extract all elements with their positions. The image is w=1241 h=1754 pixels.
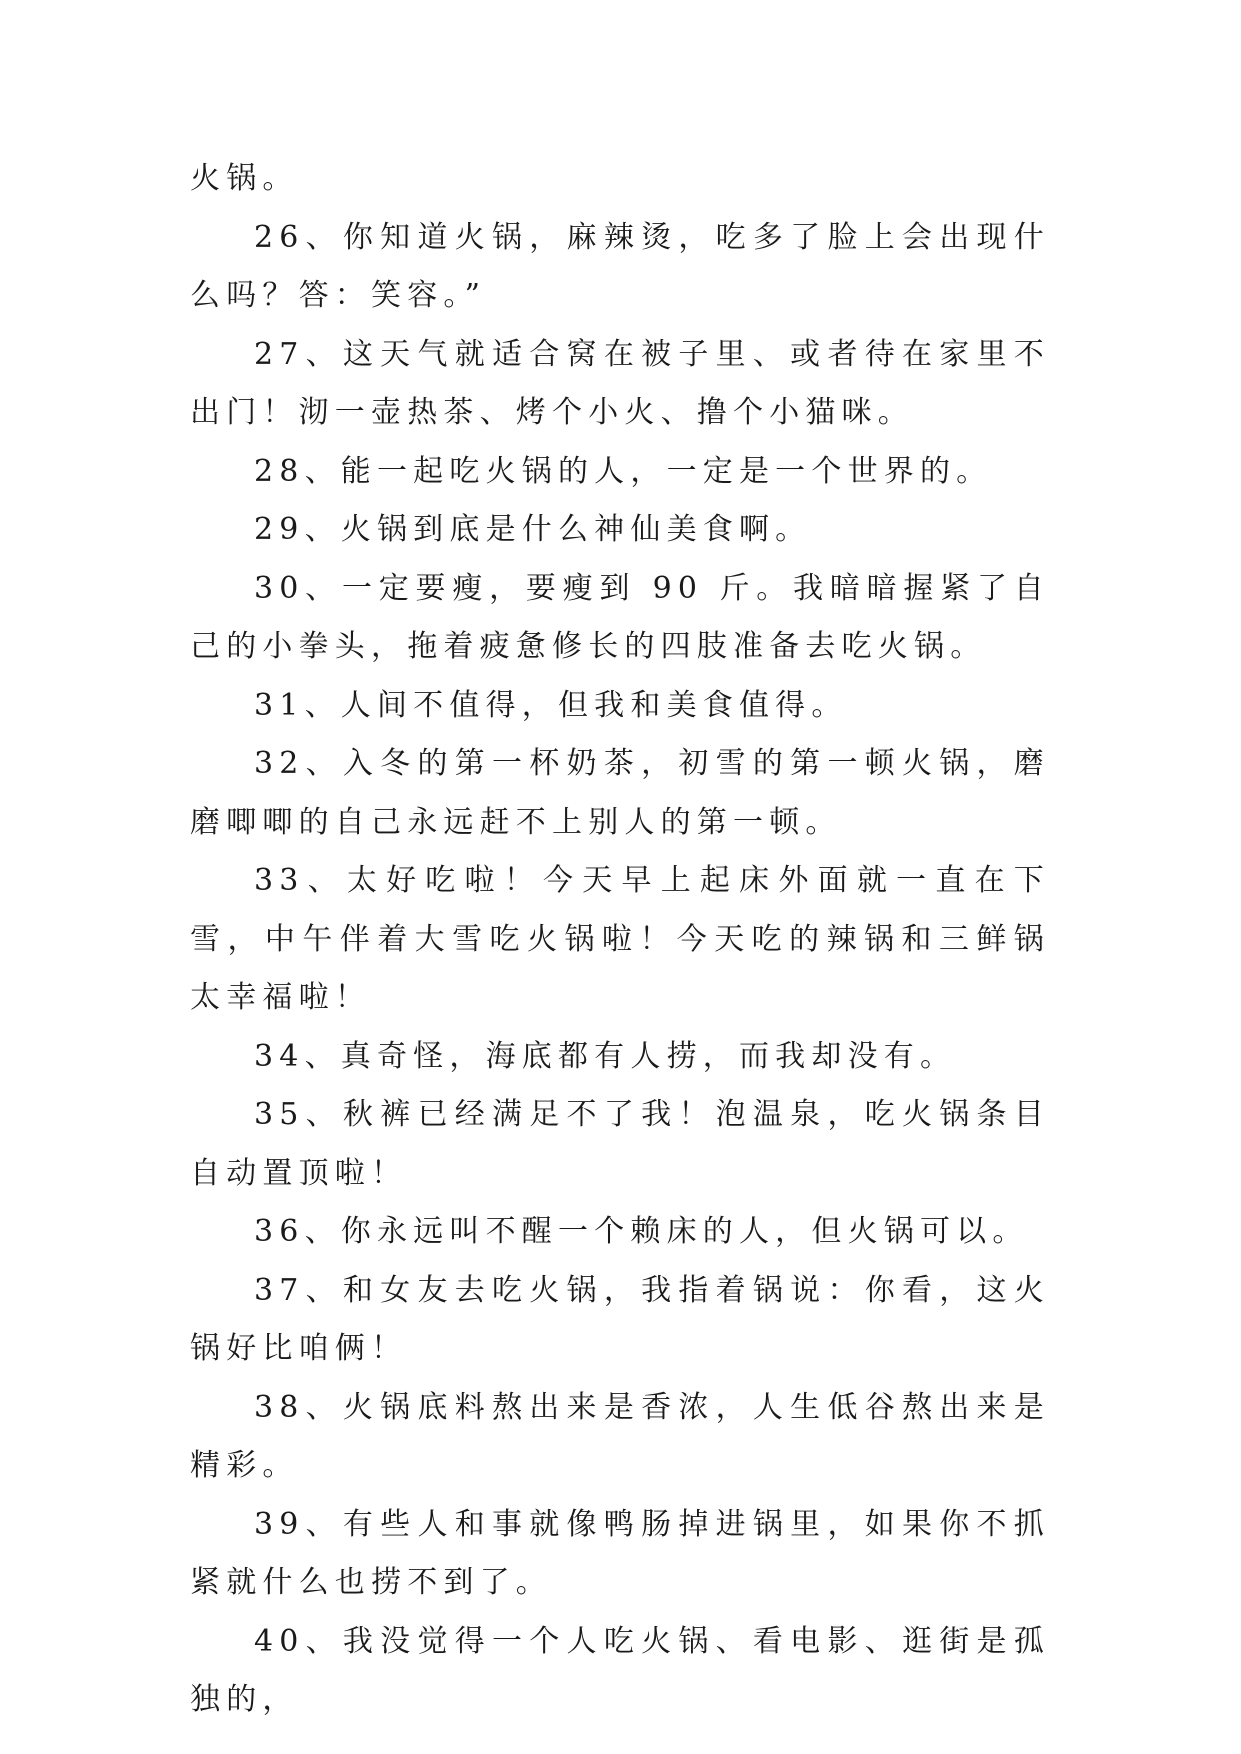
paragraph-item-26: 26、你知道火锅，麻辣烫，吃多了脸上会出现什么吗？答：笑容。” [190,219,1050,313]
paragraph-item-31: 31、人间不值得，但我和美食值得。 [254,687,848,723]
document-body [190,150,1050,1730]
paragraph-item-40: 40、我没觉得一个人吃火锅、看电影、逛街是孤独的， [190,1623,1050,1717]
paragraph-item-30: 30、一定要瘦，要瘦到 90 斤。我暗暗握紧了自己的小拳头，拖着疲惫修长的四肢准备去吃火锅。 [190,570,1050,664]
paragraph-item-39: 39、有些人和事就像鸭肠掉进锅里，如果你不抓紧就什么也捞不到了。 [190,1506,1050,1600]
paragraph-item-28: 28、能一起吃火锅的人，一定是一个世界的。 [254,453,993,489]
paragraph-item-32: 32、入冬的第一杯奶茶，初雪的第一顿火锅，磨磨唧唧的自己永远赶不上别人的第一顿。 [190,746,1050,840]
paragraph-item-36: 36、你永远叫不醒一个赖床的人，但火锅可以。 [254,1214,1029,1249]
paragraph-item-34: 34、真奇怪，海底都有人捞，而我却没有。 [254,1038,957,1074]
paragraph-item-35: 35、秋裤已经满足不了我！泡温泉，吃火锅条目自动置顶啦！ [190,1097,1050,1191]
paragraph-item-38: 38、火锅底料熬出来是香浓，人生低谷熬出来是精彩。 [190,1389,1050,1483]
paragraph-item-29: 29、火锅到底是什么神仙美食啊。 [254,512,812,547]
paragraph-item-27: 27、这天气就适合窝在被子里、或者待在家里不出门！沏一壶热茶、烤个小火、撸个小猫咪。 [190,336,1050,430]
paragraph-continuation: 火锅。 [190,161,299,196]
paragraph-item-37: 37、和女友去吃火锅，我指着锅说：你看，这火锅好比咱俩！ [190,1272,1050,1366]
paragraph-item-33: 33、太好吃啦！今天早上起床外面就一直在下雪，中午伴着大雪吃火锅啦！今天吃的辣锅和三鲜锅太幸福啦！ [190,863,1050,1015]
